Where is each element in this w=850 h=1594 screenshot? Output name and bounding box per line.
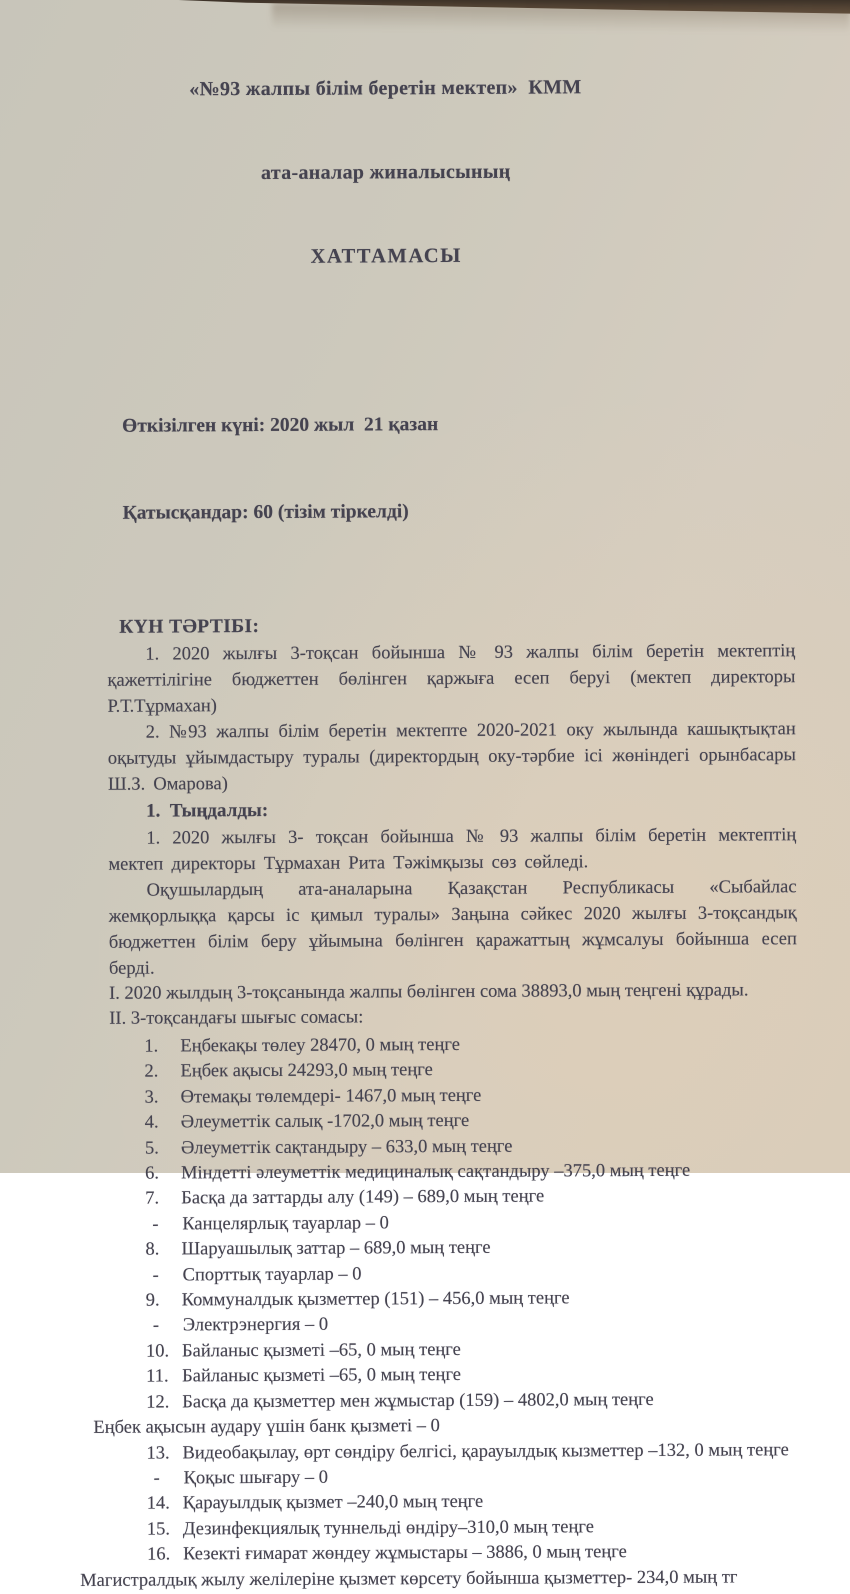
expense-marker: 12. xyxy=(146,1392,170,1413)
expenses-heading: II. 3-тоқсандағы шығыс сомасы: xyxy=(109,1007,364,1029)
expense-text: Әлеуметтік сақтандыру – 633,0 мың теңге xyxy=(180,1136,513,1159)
expense-text: Басқа да қызметтер мен жұмыстар (159) – 4802,0 мың теңге xyxy=(182,1389,654,1413)
expense-text: Спорттық тауарлар – 0 xyxy=(182,1264,362,1286)
doc-title: ХАТТАМАСЫ xyxy=(310,244,463,268)
expense-line xyxy=(145,1107,798,1136)
heard-paragraph-2: Оқушылардың ата-аналарына Қазақстан Республикасы «Сыбайлас жемқорлыққа қарсы іс қимыл туралы» Заңына сәйкес 2020 жылғы 3-тоқсандық бюджеттен білім беру ұйымына бөлінген қаражаттың жұмсалуы бойынша есеп берді. xyxy=(108,877,797,979)
total-allocation-line: I. 2020 жылдың 3-тоқсанында жалпы бөлінген сома 38893,0 мың теңгені құрады. xyxy=(109,980,749,1004)
expense-marker: 14. xyxy=(146,1493,170,1514)
expense-marker: 10. xyxy=(145,1341,170,1362)
expense-marker: 16. xyxy=(146,1544,171,1565)
heard-heading: 1. Тыңдалды: xyxy=(146,799,269,822)
expense-line xyxy=(147,1488,800,1517)
expense-marker: 13. xyxy=(146,1442,170,1464)
expense-marker: 11. xyxy=(146,1366,169,1387)
expense-line xyxy=(147,1514,800,1543)
org-name-line: «№93 жалпы білім беретін мектеп» КММ xyxy=(189,76,582,101)
expense-line xyxy=(146,1387,799,1416)
expense-marker: 4. xyxy=(144,1112,159,1133)
meeting-type-line: ата-аналар жиналысының xyxy=(260,160,511,184)
expense-line xyxy=(147,1539,800,1568)
expense-text: Еңбек ақысы 24293,0 мың теңге xyxy=(180,1060,433,1082)
expense-marker: 1. xyxy=(144,1036,159,1057)
heard-paragraph-1: 1. 2020 жылғы 3- тоқсан бойынша № 93 жалпы білім беретін мектептің мектеп директоры Тұрмахан Рита Тәжімқызы сөз сөйледі. xyxy=(108,825,797,875)
expense-line xyxy=(146,1361,799,1390)
expense-line xyxy=(146,1336,799,1365)
expense-text: Коммуналдык қызметтер (151) – 456,0 мың теңге xyxy=(181,1288,570,1311)
expense-text: Канцелярлық тауарлар – 0 xyxy=(182,1213,389,1235)
expense-line xyxy=(80,1565,800,1594)
expense-text: Байланыс қызметі –65, 0 мың теңге xyxy=(181,1339,461,1362)
expense-text: Қоқыс шығару – 0 xyxy=(183,1467,329,1489)
expense-text: Әлеуметтік салық -1702,0 мың теңге xyxy=(180,1111,470,1133)
document-header xyxy=(104,17,668,328)
expense-marker: 3. xyxy=(144,1087,159,1108)
expense-line xyxy=(144,1031,797,1060)
expense-marker: 9. xyxy=(145,1290,160,1311)
document-page xyxy=(80,16,800,1594)
expense-text: Байланыс қызметі –65, 0 мың теңге xyxy=(182,1365,462,1387)
expense-marker: - xyxy=(153,1468,160,1489)
expense-line xyxy=(145,1234,798,1263)
expense-text: Электрэнергия – 0 xyxy=(182,1315,329,1336)
expense-marker: - xyxy=(152,1214,159,1235)
expense-line xyxy=(146,1285,799,1314)
expense-marker: 2. xyxy=(144,1061,159,1083)
agenda-item-1: 1. 2020 жылғы 3-тоқсан бойынша № 93 жалпы білім беретін мектептің қажеттілігіне бюджеттен бөлінген қаржыға есеп беруі (мектеп директоры Р.Т.Тұрмахан) xyxy=(107,641,796,717)
agenda-heading: КҮН ТӘРТІБІ: xyxy=(119,615,260,638)
expense-line xyxy=(145,1082,798,1111)
expense-text: Дезинфекциялық туннельді өндіру–310,0 мың теңге xyxy=(182,1516,594,1540)
expense-text: Еңбекақы төлеу 28470, 0 мың теңге xyxy=(180,1034,460,1057)
expense-line xyxy=(145,1184,798,1213)
expense-text: Шаруашылық заттар – 689,0 мың теңге xyxy=(181,1238,491,1260)
expense-line xyxy=(145,1158,798,1187)
expense-line xyxy=(153,1311,799,1340)
expense-marker: 15. xyxy=(146,1519,171,1540)
expense-text: Міндетті әлеуметтік медициналық сақтандыру –375,0 мың теңге xyxy=(180,1160,691,1184)
agenda-item-2: 2. №93 жалпы білім беретін мектепте 2020-2021 оку жылында кашықтықтан оқытуды ұйымдастыру туралы (директордың оку-тәрбие ісі жөніндегі орынбасары Ш.З. Омарова) xyxy=(107,719,796,795)
expense-text: Магистралдық жылу желілеріне қызмет көрсету бойынша қызметтер- 234,0 мың тг xyxy=(80,1567,738,1591)
expense-line xyxy=(154,1463,800,1492)
expense-line xyxy=(146,1438,799,1467)
expense-text: Қарауылдық қызмет –240,0 мың теңге xyxy=(182,1492,484,1514)
expense-text: Кезекті ғимарат жөндеу жұмыстары – 3886, 0 мың теңге xyxy=(182,1542,627,1565)
expense-marker: - xyxy=(152,1315,160,1337)
expense-line xyxy=(93,1412,799,1441)
expense-marker: 8. xyxy=(145,1239,160,1260)
expense-text: Видеобақылау, өрт сөндіру белгісі, қарауылдық кызметтер –132, 0 мың теңге xyxy=(182,1439,789,1463)
expense-line xyxy=(144,1057,797,1086)
expense-line xyxy=(152,1209,798,1238)
attendees-line: Қатысқандар: 60 (тізім тіркелді) xyxy=(122,501,409,524)
expense-text: Еңбек ақысын аудару үшін банк қызметі – 0 xyxy=(93,1416,440,1438)
expense-marker: 6. xyxy=(144,1163,159,1184)
expense-line xyxy=(153,1260,799,1289)
meta-block xyxy=(122,350,795,586)
expense-marker: - xyxy=(152,1265,159,1286)
meeting-date-line: Өткізілген күні: 2020 жыл 21 қазан xyxy=(122,414,439,437)
expense-text: Басқа да заттарды алу (149) – 689,0 мың теңге xyxy=(181,1186,545,1209)
expense-line xyxy=(145,1133,798,1162)
expense-marker: 5. xyxy=(144,1138,159,1159)
expenses-list xyxy=(80,1031,800,1594)
expense-marker: 7. xyxy=(145,1188,160,1210)
expense-text: Өтемақы төлемдері- 1467,0 мың теңге xyxy=(180,1085,482,1108)
